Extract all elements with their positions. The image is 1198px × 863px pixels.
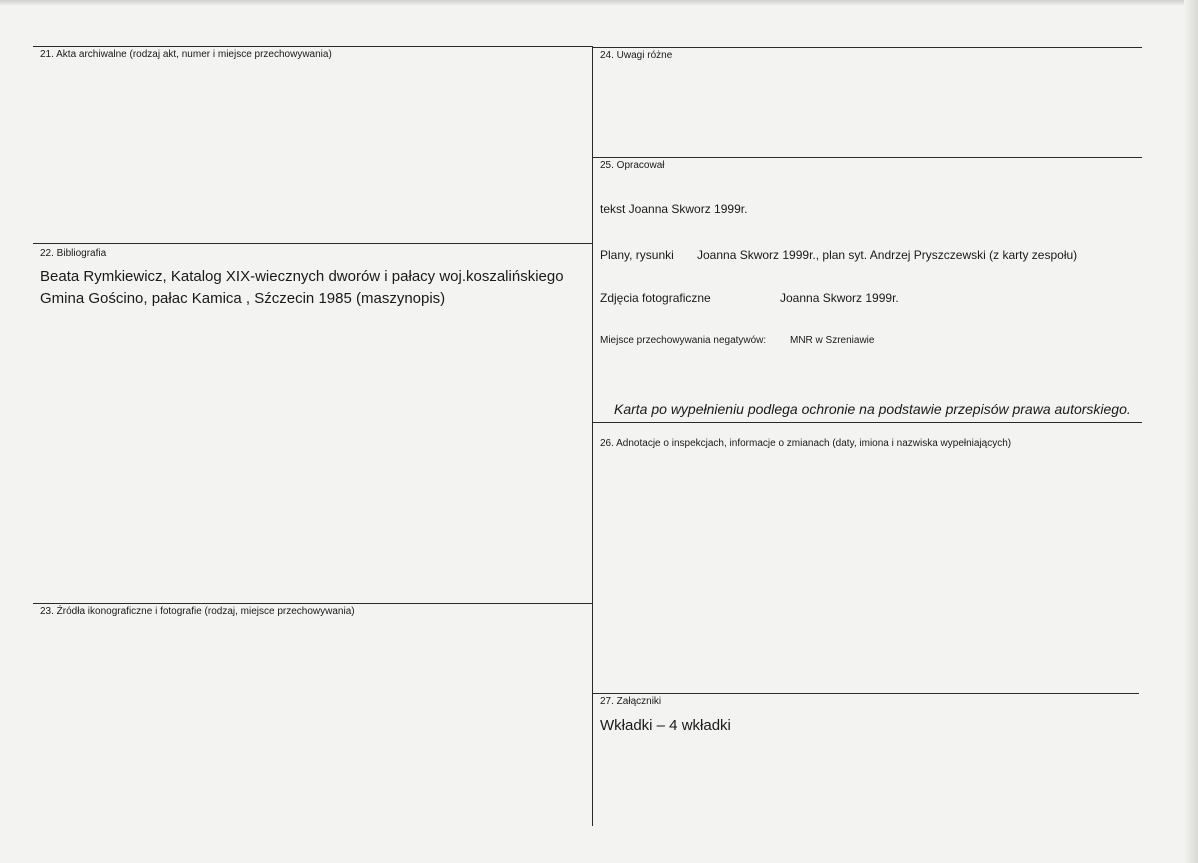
section-21-label: 21. Akta archiwalne (rodzaj akt, numer i miejsce przechowywania): [40, 49, 332, 60]
attachments-value: Wkładki – 4 wkładki: [600, 717, 731, 734]
section-27-label: 27. Załączniki: [600, 696, 662, 707]
copyright-note: Karta po wypełnieniu podlega ochronie na podstawie przepisów prawa autorskiego.: [614, 401, 1131, 417]
section-22-label: 22. Bibliografia: [40, 248, 107, 259]
center-divider: [592, 46, 593, 826]
photos-label: Zdjęcia fotograficzne: [600, 291, 711, 305]
negatives-label: Miejsce przechowywania negatywów:: [600, 335, 767, 346]
plans-label: Plany, rysunki: [600, 248, 674, 262]
rule-s25: [593, 157, 1142, 158]
rule-top-right: [593, 47, 1142, 48]
section-23-label: 23. Źródła ikonograficzne i fotografie (rodzaj, miejsce przechowywania): [40, 606, 355, 617]
rule-s22: [33, 243, 593, 244]
bibliography-line-2: Gmina Gościno, pałac Kamica , Sźczecin 1985 (maszynopis): [40, 290, 446, 307]
negatives-value: MNR w Szreniawie: [790, 335, 875, 346]
section-25-label: 25. Opracował: [600, 160, 665, 171]
bibliography-line-1: Beata Rymkiewicz, Katalog XIX-wiecznych dworów i pałacy woj.koszalińskiego: [40, 268, 564, 285]
rule-s23: [33, 603, 593, 604]
section-26-label: 26. Adnotacje o inspekcjach, informacje o zmianach (daty, imiona i nazwiska wypełniających): [600, 438, 1012, 449]
author-text: tekst Joanna Skworz 1999r.: [600, 202, 748, 216]
scan-edge-right: [1184, 0, 1198, 863]
section-24-label: 24. Uwagi różne: [600, 50, 673, 61]
rule-s26: [593, 422, 1142, 423]
rule-top-left: [33, 46, 593, 47]
rule-s27: [593, 693, 1139, 694]
plans-value: Joanna Skworz 1999r., plan syt. Andrzej Pryszczewski (z karty zespołu): [697, 248, 1078, 262]
photos-value: Joanna Skworz 1999r.: [780, 291, 899, 305]
scan-edge-top: [0, 0, 1198, 6]
